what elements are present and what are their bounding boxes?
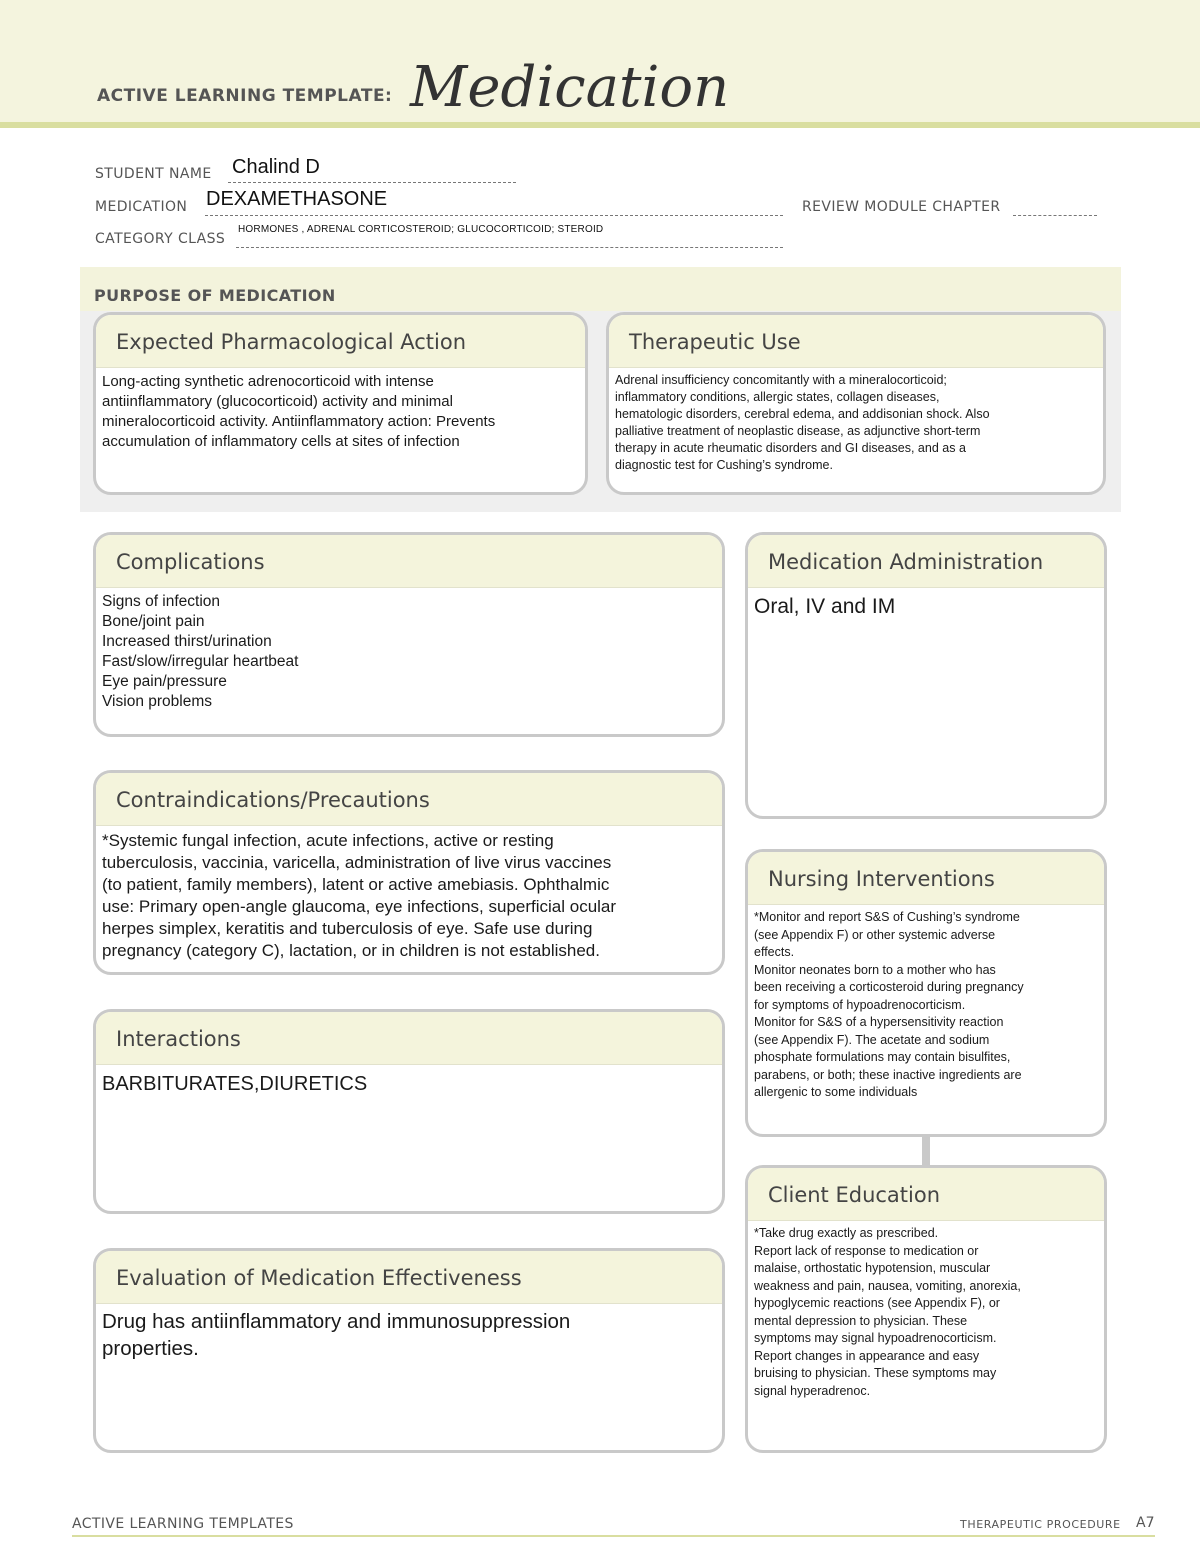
nursing-header bbox=[748, 852, 1104, 905]
client-education-header bbox=[748, 1168, 1104, 1221]
therapeutic-use-box bbox=[606, 312, 1106, 495]
contraindications-header bbox=[96, 773, 722, 826]
evaluation-box bbox=[93, 1248, 725, 1453]
complications-header bbox=[96, 535, 722, 588]
medication-field[interactable]: DEXAMETHASONE bbox=[206, 188, 388, 210]
complication-item: Eye pain/pressure bbox=[102, 673, 227, 690]
evaluation-header bbox=[96, 1251, 722, 1304]
footer-left: ACTIVE LEARNING TEMPLATES bbox=[72, 1516, 294, 1532]
expected-action-text[interactable]: Long-acting synthetic adrenocorticoid with intense antiinflammatory (glucocorticoid) activity and minimal mineralocorticoid activity. Antiinflammatory action: Prevents accumulation of inflammatory cells at sites of infection bbox=[102, 373, 496, 450]
medication-label: MEDICATION bbox=[95, 199, 188, 215]
page-number: A7 bbox=[1136, 1515, 1155, 1531]
complication-item: Bone/joint pain bbox=[102, 613, 205, 630]
complication-item: Increased thirst/urination bbox=[102, 633, 272, 650]
therapeutic-use-title: Therapeutic Use bbox=[629, 330, 801, 354]
contraindications-box bbox=[93, 770, 725, 975]
student-name-field[interactable]: Chalind D bbox=[232, 156, 320, 178]
contraindications-title: Contraindications/Precautions bbox=[116, 788, 430, 812]
contraindications-text[interactable]: *Systemic fungal infection, acute infections, active or resting tuberculosis, vaccinia, varicella, administration of live virus vaccines (to patient, family members), latent or active amebiasis. Ophthalmic use: Primary open-angle glaucoma, eye infections, superficial ocular herpes simplex, keratitis and tuberculosis of eye. Safe use during pregnancy (category C), lactation, or in children is not established. bbox=[102, 831, 617, 960]
complications-list[interactable] bbox=[96, 588, 722, 712]
footer-divider bbox=[72, 1535, 1155, 1537]
evaluation-title: Evaluation of Medication Effectiveness bbox=[116, 1266, 522, 1290]
box-connector bbox=[922, 1136, 930, 1166]
review-module-label: REVIEW MODULE CHAPTER bbox=[802, 199, 1001, 215]
interactions-box bbox=[93, 1009, 725, 1214]
purpose-label: PURPOSE OF MEDICATION bbox=[94, 286, 336, 305]
administration-title: Medication Administration bbox=[768, 550, 1044, 574]
client-education-box bbox=[745, 1165, 1107, 1453]
expected-action-header bbox=[96, 315, 585, 368]
therapeutic-use-header bbox=[609, 315, 1103, 368]
student-name-label: STUDENT NAME bbox=[95, 166, 212, 182]
interactions-title: Interactions bbox=[116, 1027, 241, 1051]
complication-item: Vision problems bbox=[102, 693, 212, 710]
medication-underline bbox=[205, 215, 783, 216]
complication-item: Fast/slow/irregular heartbeat bbox=[102, 653, 299, 670]
complication-item: Signs of infection bbox=[102, 593, 221, 610]
expected-action-title: Expected Pharmacological Action bbox=[116, 330, 467, 354]
nursing-box bbox=[745, 849, 1107, 1137]
template-title: Medication bbox=[410, 55, 730, 120]
nursing-title: Nursing Interventions bbox=[768, 867, 995, 891]
complications-title: Complications bbox=[116, 550, 265, 574]
administration-header bbox=[748, 535, 1104, 588]
complications-box bbox=[93, 532, 725, 737]
administration-box bbox=[745, 532, 1107, 819]
footer-right: THERAPEUTIC PROCEDURE bbox=[960, 1518, 1121, 1531]
interactions-header bbox=[96, 1012, 722, 1065]
administration-text[interactable]: Oral, IV and IM bbox=[754, 595, 896, 618]
category-class-underline bbox=[236, 247, 783, 248]
template-label: ACTIVE LEARNING TEMPLATE: bbox=[97, 86, 393, 106]
evaluation-text[interactable]: Drug has antiinflammatory and immunosuppression properties. bbox=[102, 1310, 571, 1360]
nursing-text[interactable]: *Monitor and report S&S of Cushing’s syndrome (see Appendix F) or other systemic adverse effects. Monitor neonates born to a mother who has been receiving a corticosteroid during pregnancy for symptoms of hypoadrenocorticism. Monitor for S&S of a hypersensitivity reaction (see Appendix F). The acetate and sodium phosphate formulations may contain bisulfites, parabens, or both; these inactive ingredients are allergenic to some individuals bbox=[754, 910, 1024, 1099]
client-education-title: Client Education bbox=[768, 1183, 941, 1207]
expected-action-box bbox=[93, 312, 588, 495]
therapeutic-use-text[interactable]: Adrenal insufficiency concomitantly with a mineralocorticoid; inflammatory conditions, allergic states, collagen diseases, hematologic disorders, cerebral edema, and addisonian shock. Also palliative treatment of neoplastic disease, as adjunctive short-term therapy in acute rheumatic disorders and GI diseases, and as a diagnostic test for Cushing’s syndrome. bbox=[615, 373, 990, 472]
category-class-label: CATEGORY CLASS bbox=[95, 231, 226, 247]
review-module-field[interactable] bbox=[1013, 215, 1097, 216]
category-class-field[interactable]: HORMONES , ADRENAL CORTICOSTEROID; GLUCOCORTICOID; STEROID bbox=[238, 224, 604, 235]
interactions-text[interactable]: BARBITURATES,DIURETICS bbox=[102, 1073, 368, 1095]
student-name-underline bbox=[228, 182, 516, 183]
header-divider bbox=[0, 122, 1200, 128]
client-education-text[interactable]: *Take drug exactly as prescribed. Report lack of response to medication or malaise, orthostatic hypotension, muscular weakness and pain, nausea, vomiting, anorexia, hypoglycemic reactions (see Appendix F), or mental depression to physician. These symptoms may signal hypoadrenocorticism. Report changes in appearance and easy bruising to physician. These symptoms may signal hyperadrenoc. bbox=[754, 1226, 1021, 1398]
